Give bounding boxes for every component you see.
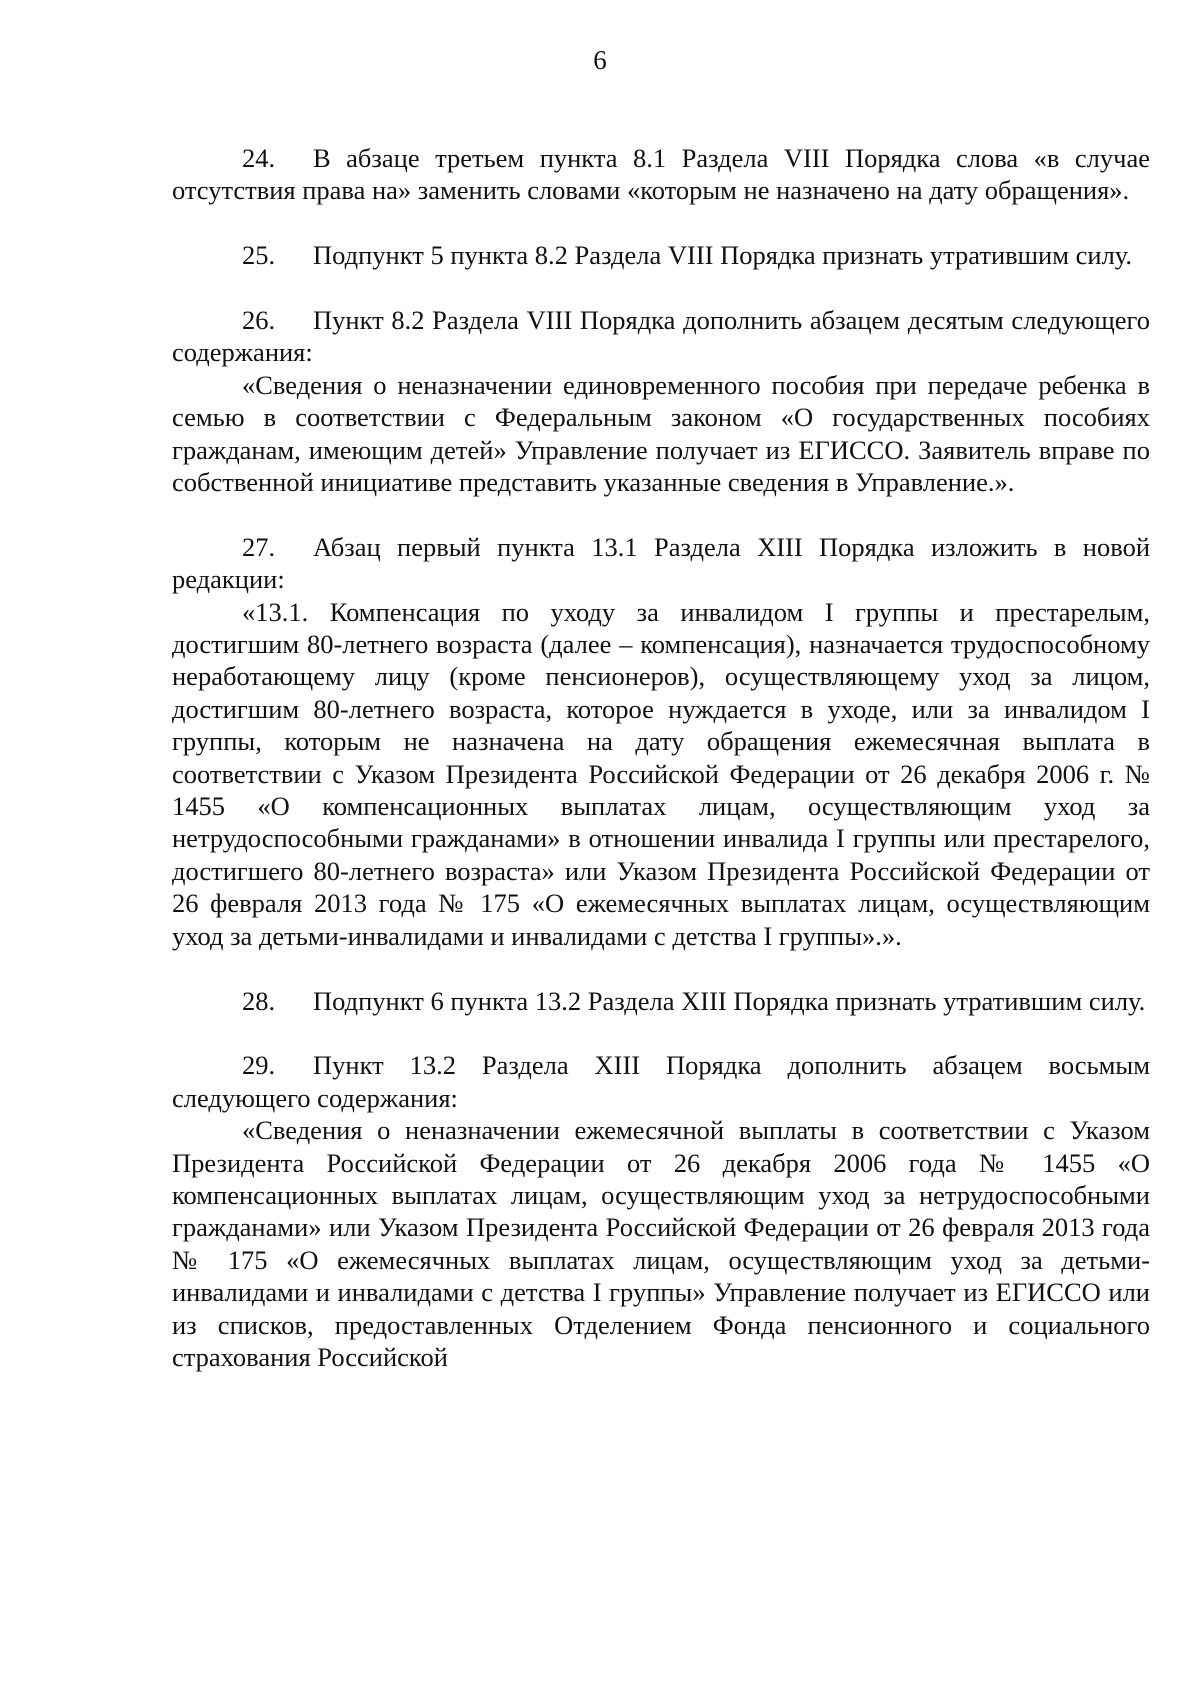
item-paragraph [172,304,1150,369]
item-paragraph [172,531,1150,596]
item-25 [172,239,1150,271]
item-27 [172,531,1150,952]
item-number: 27. [242,531,276,562]
item-number: 26. [242,305,276,335]
item-paragraph [172,142,1150,207]
quoted-paragraph: «Сведения о неназначении единовременного пособия при передаче ребенка в семью в соответствии с Федеральным законом «О государственных пособиях гражданам, имеющим детей» Управление получает из ЕГИССО. Заявитель вправе по собственной инициативе представить указанные сведения в Управление.». [172,369,1150,498]
item-text: Подпункт 6 пункта 13.2 Раздела XIII Порядка признать утратившим силу. [313,985,1146,1016]
item-24 [172,142,1150,207]
document-body [172,142,1150,1406]
item-text: Пункт 13.2 Раздела XIII Порядка дополнить абзацем восьмым следующего содержания: [172,1050,1150,1113]
item-26 [172,304,1150,498]
item-text: Абзац первый пункта 13.1 Раздела XIII Порядка изложить в новой редакции: [172,531,1150,595]
item-text: В абзаце третьем пункта 8.1 Раздела VIII Порядка слова «в случае отсутствия права на» заменить словами «которым не назначено на дату обращения». [172,143,1150,206]
quoted-paragraph: «13.1. Компенсация по уходу за инвалидом I группы и престарелым, достигшим 80-летнего возраста (далее – компенсация), назначается трудоспособному неработающему лицу (кроме пенсионеров), осуществляющему уход за лицом, достигшим 80-летнего возраста, которое нуждается в уходе, или за инвалидом I группы, которым не назначена на дату обращения ежемесячная выплата в соответствии с Указом Президента Российской Федерации от 26 декабря 2006 г. № 1455 «О компенсационных выплатах лицам, осуществляющим уход за нетрудоспособными гражданами» в отношении инвалида I группы или престарелого, достигшего 80-летнего возраста» или Указом Президента Российской Федерации от 26 февраля 2013 года № 175 «О ежемесячных выплатах лицам, осуществляющим уход за детьми-инвалидами и инвалидами с детства I группы».». [172,596,1150,951]
item-paragraph [172,239,1150,271]
item-number: 24. [242,143,276,173]
item-text: Пункт 8.2 Раздела VIII Порядка дополнить абзацем десятым следующего содержания: [172,305,1150,368]
item-29 [172,1049,1150,1373]
item-paragraph [172,985,1150,1017]
item-paragraph [172,1049,1150,1114]
item-text: Подпункт 5 пункта 8.2 Раздела VIII Порядка признать утратившим силу. [313,240,1133,271]
page-number: 6 [593,45,607,75]
item-28 [172,985,1150,1017]
quoted-paragraph: «Сведения о неназначении ежемесячной выплаты в соответствии с Указом Президента Российской Федерации от 26 декабря 2006 года № 1455 «О компенсационных выплатах лицам, осуществляющим уход за нетрудоспособными гражданами» или Указом Президента Российской Федерации от 26 февраля 2013 года № 175 «О ежемесячных выплатах лицам, осуществляющим уход за детьми-инвалидами и инвалидами с детства I группы» Управление получает из ЕГИССО или из списков, предоставленных Отделением Фонда пенсионного и социального страхования Российской [172,1115,1150,1372]
item-number: 29. [242,1050,276,1081]
item-number: 28. [242,985,276,1016]
item-number: 25. [242,240,276,271]
